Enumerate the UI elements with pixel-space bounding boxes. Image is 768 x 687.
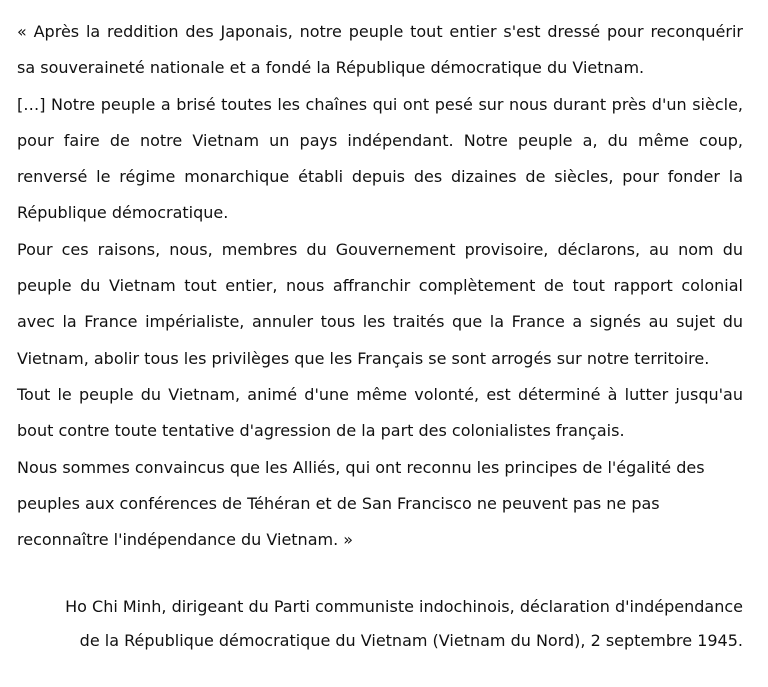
quote-paragraph-3: Pour ces raisons, nous, membres du Gouvernement provisoire, déclarons, au nom du peuple du Vietnam tout entier, nous affranchir complètement de tout rapport colonial avec la France impérialiste, annuler tous les traités que la France a signés au sujet du Vietnam, abolir tous les privilèges que les Français se sont arrogés sur notre territoire. [17, 239, 743, 368]
citation-line-1: Ho Chi Minh, dirigeant du Parti communiste indochinois, déclaration d'indépendance [65, 597, 743, 617]
source-citation [17, 590, 743, 658]
document-page [17, 14, 743, 658]
quote-block [17, 14, 743, 558]
quote-paragraph-1: « Après la reddition des Japonais, notre peuple tout entier s'est dressé pour reconquérir sa souveraineté nationale et a fondé la République démocratique du Vietnam. [17, 22, 743, 78]
quote-paragraph-2: […] Notre peuple a brisé toutes les chaînes qui ont pesé sur nous durant près d'un siècle, pour faire de notre Vietnam un pays indépendant. Notre peuple a, du même coup, renversé le régime monarchique établi depuis des dizaines de siècles, pour fonder la République démocratique. [17, 94, 743, 223]
citation-line-2: de la République démocratique du Vietnam (Vietnam du Nord), 2 septembre 1945. [79, 631, 743, 651]
quote-paragraph-4: Tout le peuple du Vietnam, animé d'une même volonté, est déterminé à lutter jusqu'au bout contre toute tentative d'agression de la part des colonialistes français. [17, 384, 743, 441]
quote-paragraph-5: Nous sommes convaincus que les Alliés, qui ont reconnu les principes de l'égalité des peuples aux conférences de Téhéran et de San Francisco ne peuvent pas ne pas reconnaître l'indépendance du Vietnam. » [17, 457, 705, 550]
